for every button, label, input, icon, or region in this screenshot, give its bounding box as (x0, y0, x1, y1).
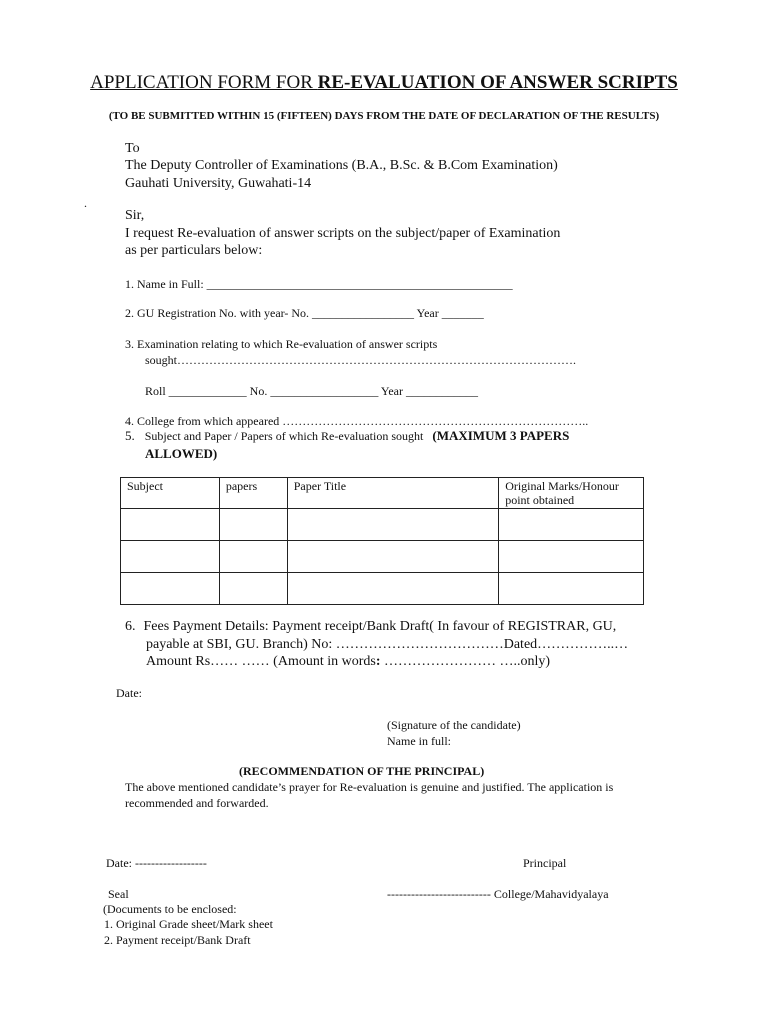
table-cell (499, 573, 644, 605)
column-header-original-marks: Original Marks/Honour point obtained (499, 478, 644, 509)
table-row (121, 509, 644, 541)
title-prefix: APPLICATION FORM FOR (90, 72, 318, 93)
fees-line3-b: …………………… …..only) (380, 654, 551, 669)
signature-label: (Signature of the candidate) (387, 718, 521, 732)
field-5-number: 5. (125, 428, 135, 443)
field-5-bold-line2: ALLOWED) (145, 446, 218, 461)
stray-dot: . (84, 196, 87, 210)
recommendation-line2: recommended and forwarded. (125, 796, 269, 810)
seal-label: Seal (108, 887, 129, 901)
table-cell (499, 509, 644, 541)
table-cell (219, 509, 287, 541)
document-item-2: 2. Payment receipt/Bank Draft (104, 933, 251, 947)
recommendation-heading: (RECOMMENDATION OF THE PRINCIPAL) (239, 764, 485, 778)
table-cell (219, 541, 287, 573)
field-roll-no-year: Roll _____________ No. __________________ Year ____________ (145, 384, 479, 398)
table-cell (121, 573, 220, 605)
field-college: 4. College from which appeared ………………………………………………………………….. (125, 414, 589, 428)
table-cell (287, 573, 498, 605)
form-title (0, 72, 768, 94)
documents-heading: (Documents to be enclosed: (103, 902, 237, 916)
fees-number: 6. (125, 619, 136, 634)
college-line: -------------------------- College/Mahavidyalaya (387, 887, 609, 901)
name-in-full-label: Name in full: (387, 734, 451, 748)
table-cell (121, 541, 220, 573)
table-cell (287, 509, 498, 541)
salutation-sir: Sir, (125, 208, 145, 223)
field-examination-line2: sought………………………………………………………………………………………. (145, 353, 577, 367)
request-line2: as per particulars below: (125, 243, 263, 258)
table-row (121, 541, 644, 573)
footer-date: Date: ------------------ (106, 856, 207, 870)
fees-line2: payable at SBI, GU. Branch) No: ………………………………Dated……………..… (146, 637, 629, 652)
address-to: To (125, 141, 140, 156)
table-cell (219, 573, 287, 605)
field-examination-line1: 3. Examination relating to which Re-evaluation of answer scripts (125, 337, 438, 351)
address-line1: The Deputy Controller of Examinations (B.A., B.Sc. & B.Com Examination) (125, 158, 558, 173)
field-subject-paper (125, 428, 569, 444)
form-subtitle: (TO BE SUBMITTED WITHIN 15 (FIFTEEN) DAYS FROM THE DATE OF DECLARATION OF THE RESULTS) (108, 110, 660, 122)
fees-line1-text: Fees Payment Details: Payment receipt/Bank Draft( In favour of REGISTRAR, GU, (143, 619, 617, 634)
table-cell (499, 541, 644, 573)
document-item-1: 1. Original Grade sheet/Mark sheet (104, 917, 273, 931)
fees-line1 (125, 619, 616, 635)
recommendation-line1: The above mentioned candidate’s prayer for Re-evaluation is genuine and justified. The application is (125, 780, 614, 794)
principal-label: Principal (523, 856, 567, 870)
field-gu-registration: 2. GU Registration No. with year- No. _________________ Year _______ (125, 306, 484, 320)
field-5-text: Subject and Paper / Papers of which Re-evaluation sought (144, 429, 424, 443)
fees-line3 (146, 654, 550, 670)
fees-line3-a: Amount Rs…… …… (Amount in words (146, 654, 376, 669)
table-row (121, 573, 644, 605)
title-bold: RE-EVALUATION OF ANSWER SCRIPTS (317, 72, 678, 93)
column-header-papers: papers (219, 478, 287, 509)
column-header-paper-title: Paper Title (287, 478, 498, 509)
table-header-row (121, 478, 644, 509)
date-label: Date: (116, 686, 142, 700)
papers-table (120, 477, 644, 605)
column-header-subject: Subject (121, 478, 220, 509)
table-cell (121, 509, 220, 541)
address-line2: Gauhati University, Guwahati-14 (125, 176, 312, 191)
field-name-in-full: 1. Name in Full: ___________________________________________________ (125, 277, 513, 291)
table-cell (287, 541, 498, 573)
fees-line3-colon: : (375, 654, 381, 669)
request-line1: I request Re-evaluation of answer scripts on the subject/paper of Examination (125, 226, 561, 241)
field-5-bold: (MAXIMUM 3 PAPERS (432, 428, 570, 443)
